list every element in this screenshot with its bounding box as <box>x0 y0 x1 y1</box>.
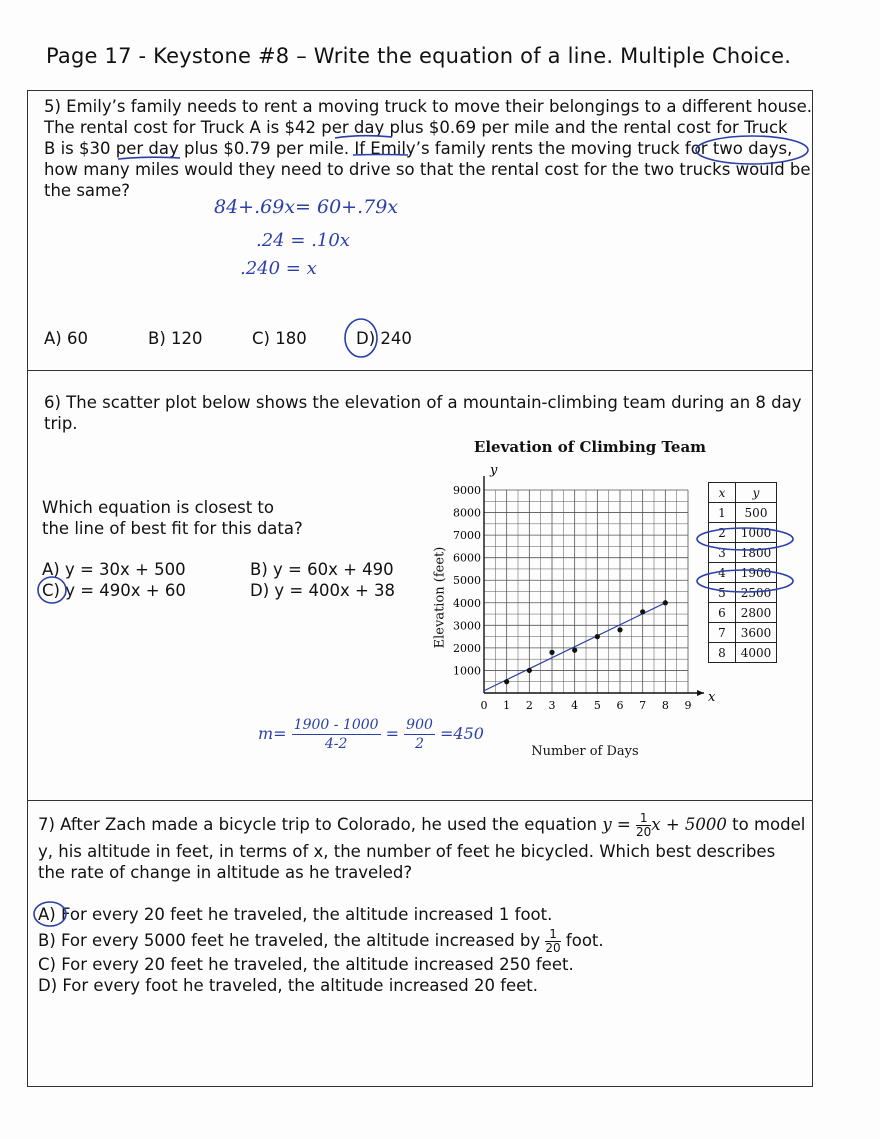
table-cell-y: 4000 <box>736 643 777 663</box>
table-cell-x: 7 <box>709 623 736 643</box>
q7-line-1-post: to model <box>726 815 806 834</box>
table-cell-x: 6 <box>709 603 736 623</box>
q5-choice-b[interactable]: B) 120 <box>148 329 203 348</box>
q6-work-m: m= <box>258 724 287 743</box>
y-tick-label: 7000 <box>453 529 481 543</box>
q5-choice-c[interactable]: C) 180 <box>252 329 307 348</box>
x-tick-label: 0 <box>480 699 488 712</box>
y-tick-label: 5000 <box>453 574 481 588</box>
table-header-x: x <box>709 483 736 503</box>
q5-work-line: 84+.69x= 60+.79x <box>214 196 399 218</box>
q7-choice-b-num: 1 <box>545 928 560 942</box>
x-tick-label: 5 <box>593 699 601 712</box>
q7-eq-den: 20 <box>636 825 652 839</box>
chart-ylabel: Elevation (feet) <box>432 546 448 649</box>
chart-xlabel: Number of Days <box>531 744 639 759</box>
x-tick-label: 8 <box>661 699 669 712</box>
table-cell-y: 1900 <box>736 563 777 583</box>
q6-work-num2: 900 <box>406 717 433 733</box>
table-cell-x: 3 <box>709 543 736 563</box>
scatter-chart <box>440 460 716 760</box>
table-row <box>709 583 777 603</box>
q5-choice-d[interactable]: D) 240 <box>356 329 412 348</box>
y-tick-label: 9000 <box>453 484 481 497</box>
table-row <box>709 643 777 663</box>
y-tick-label: 3000 <box>453 619 481 633</box>
q7-choice-b-post: foot. <box>560 931 604 950</box>
y-tick-label: 1000 <box>453 664 481 678</box>
table-row <box>709 523 777 543</box>
chart-title: Elevation of Climbing Team <box>473 438 707 456</box>
table-row <box>709 623 777 643</box>
x-axis-arrow <box>697 690 704 696</box>
q6-choice-c[interactable]: C) y = 490x + 60 <box>42 581 186 600</box>
data-point <box>595 634 600 639</box>
table-row <box>709 563 777 583</box>
divider-q5-q6 <box>27 370 813 371</box>
q7-line-1-pre: 7) After Zach made a bicycle trip to Colorado, he used the equation <box>38 815 603 834</box>
q7-choice-c[interactable]: C) For every 20 feet he traveled, the altitude increased 250 feet. <box>38 955 574 974</box>
table-cell-y: 2800 <box>736 603 777 623</box>
q5-line: B is $30 per day plus $0.79 per mile. If Emily’s family rents the moving truck for two days, <box>44 139 793 158</box>
q6-work-num: 1900 - 1000 <box>293 717 379 733</box>
q6-prompt-line: Which equation is closest to <box>42 498 274 517</box>
y-axis-letter: y <box>490 463 498 478</box>
table-cell-x: 2 <box>709 523 736 543</box>
table-cell-x: 8 <box>709 643 736 663</box>
q7-line-2: y, his altitude in feet, in terms of x, the number of feet he bicycled. Which best describes <box>38 842 776 861</box>
x-tick-label: 1 <box>503 699 511 712</box>
q6-prompt-line: the line of best fit for this data? <box>42 519 303 538</box>
q6-choice-d[interactable]: D) y = 400x + 38 <box>250 581 396 600</box>
table-header-y: y <box>736 483 777 503</box>
table-cell-y: 3600 <box>736 623 777 643</box>
divider-q6-q7 <box>27 800 813 801</box>
q7-eq-y: y = <box>602 815 636 834</box>
q5-work-line: .240 = x <box>240 258 317 279</box>
table-cell-x: 5 <box>709 583 736 603</box>
data-point <box>572 648 577 653</box>
q7-line-1 <box>38 812 805 839</box>
data-point <box>640 609 645 614</box>
table-cell-y: 1800 <box>736 543 777 563</box>
q6-work-den2: 2 <box>415 736 424 752</box>
q7-line-3: the rate of change in altitude as he traveled? <box>38 863 413 882</box>
x-tick-label: 6 <box>616 699 624 712</box>
q7-choice-b-pre: B) For every 5000 feet he traveled, the altitude increased by <box>38 931 546 950</box>
q6-choice-b[interactable]: B) y = 60x + 490 <box>250 560 394 579</box>
x-axis-letter: x <box>708 690 716 705</box>
q7-choice-b-den: 20 <box>545 941 561 955</box>
table-cell-y: 500 <box>736 503 777 523</box>
q5-line: The rental cost for Truck A is $42 per day plus $0.69 per mile and the rental cost for Truck <box>44 118 788 137</box>
q6-work-result: =450 <box>439 724 484 743</box>
q7-choice-a[interactable]: A) For every 20 feet he traveled, the altitude increased 1 foot. <box>38 905 553 924</box>
q6-line: 6) The scatter plot below shows the elevation of a mountain-climbing team during an 8 day <box>44 393 802 412</box>
q6-line: trip. <box>44 414 78 433</box>
table-cell-y: 2500 <box>736 583 777 603</box>
table-cell-x: 4 <box>709 563 736 583</box>
q7-choice-d[interactable]: D) For every foot he traveled, the altitude increased 20 feet. <box>38 976 539 995</box>
q6-work-den: 4-2 <box>324 736 348 752</box>
y-tick-label: 4000 <box>453 596 481 610</box>
x-tick-label: 2 <box>525 699 533 712</box>
q5-line: how many miles would they need to drive so that the rental cost for the two trucks would be <box>44 160 811 179</box>
q5-work-line: .24 = .10x <box>256 230 350 251</box>
q7-choice-b[interactable] <box>38 928 604 955</box>
q7-eq-rest: x + 5000 <box>651 815 727 834</box>
data-point <box>504 679 509 684</box>
table-row <box>709 503 777 523</box>
data-point <box>549 650 554 655</box>
x-tick-label: 9 <box>684 699 692 712</box>
x-tick-label: 3 <box>548 699 556 712</box>
xy-table <box>708 482 777 663</box>
table-row <box>709 543 777 563</box>
y-tick-label: 8000 <box>453 506 481 520</box>
table-cell-y: 1000 <box>736 523 777 543</box>
y-tick-label: 6000 <box>453 551 481 565</box>
y-tick-label: 2000 <box>453 641 481 655</box>
q5-line: 5) Emily’s family needs to rent a moving truck to move their belongings to a different house. <box>44 97 813 116</box>
q5-line: the same? <box>44 181 131 200</box>
table-cell-x: 1 <box>709 503 736 523</box>
x-tick-label: 7 <box>639 699 647 712</box>
q7-eq-num: 1 <box>636 812 651 826</box>
page-title: Page 17 - Keystone #8 – Write the equation of a line. Multiple Choice. <box>46 44 792 68</box>
data-point <box>663 600 668 605</box>
x-tick-label: 4 <box>571 699 579 712</box>
q6-choice-a[interactable]: A) y = 30x + 500 <box>42 560 186 579</box>
q5-choice-a[interactable]: A) 60 <box>44 329 88 348</box>
table-row <box>709 603 777 623</box>
q6-slope-work: m= $\frac{1900 - 1000}{4-2}$ = $\frac{900}{2}$ =450 <box>258 717 484 752</box>
data-point <box>527 668 532 673</box>
data-point <box>617 627 622 632</box>
